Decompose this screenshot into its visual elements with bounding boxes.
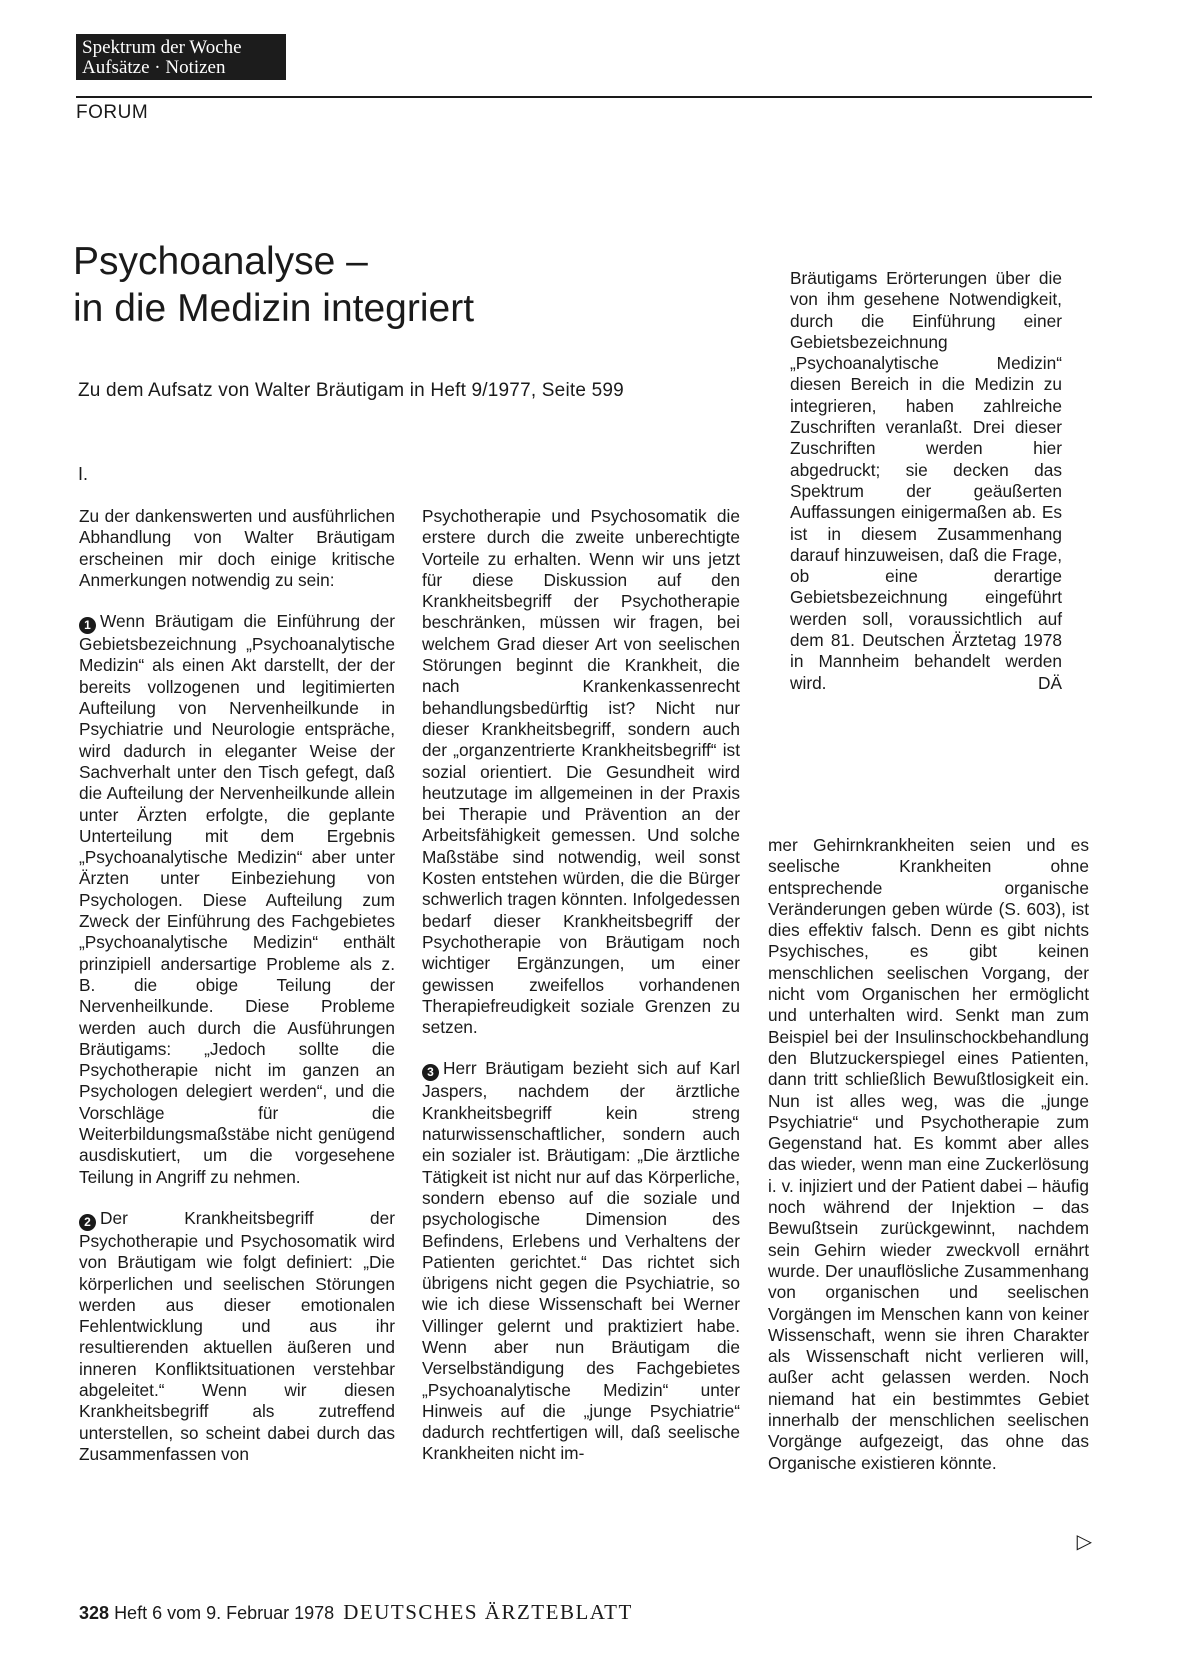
- magazine-name: DEUTSCHES ÄRZTEBLATT: [343, 1600, 633, 1624]
- article-subtitle: Zu dem Aufsatz von Walter Bräutigam in Heft 9/1977, Seite 599: [78, 380, 624, 401]
- point-number-3: 3: [422, 1064, 439, 1081]
- paragraph-intro: Zu der dankenswerten und ausführlichen Abhandlung von Walter Bräutigam erscheinen mir doch einige kritische Anmerkungen notwendig zu sein:: [79, 506, 395, 590]
- article-title-line1: Psychoanalyse –: [73, 240, 368, 283]
- point-number-1: 1: [79, 617, 96, 634]
- point-2-text: Der Krankheitsbegriff der Psychotherapie und Psychosomatik wird von Bräutigam wie folgt definiert: „Die körperlichen und seelischen Störungen werden aus dieser emotionalen Fehlentwicklung und aus ihr resultierenden aktuellen äußeren und inneren Konfliktsituationen verstehbar abgeleitet.“ Wenn wir diesen Krankheitsbegriff als zutreffend unterstellen, so scheint dabei durch das Zusammenfassen von: [79, 1207, 395, 1464]
- article-column-1: [79, 506, 395, 1485]
- editorial-intro-text: Bräutigams Erörterungen über die von ihm gesehene Notwendigkeit, durch die Einführung einer Gebietsbezeichnung „Psychoanalytische Medizin“ diesen Bereich in die Medizin zu integrieren, haben zahlreiche Zuschriften veranlaßt. Drei dieser Zuschriften werden hier abgedruckt; sie decken das Spektrum der geäußerten Auffassungen einigermaßen ab. Es ist in diesem Zusammenhang darauf hinzuweisen, daß die Frage, ob eine derartige Gebietsbezeichnung eingeführt werden soll, voraussichtlich auf dem 81. Deutschen Ärztetag 1978 in Mannheim behandelt werden wird.: [790, 268, 1062, 693]
- header-rule: [76, 96, 1092, 98]
- article-column-3: [768, 835, 1089, 1494]
- section-badge-line2: Aufsätze · Notizen: [82, 57, 226, 78]
- point-number-2: 2: [79, 1214, 96, 1231]
- continue-arrow-icon: ▷: [1076, 1531, 1092, 1553]
- paragraph-point-3: [422, 1058, 740, 1464]
- section-badge: [76, 34, 286, 80]
- issue-info: Heft 6 vom 9. Februar 1978: [114, 1603, 335, 1623]
- editorial-initials: DÄ: [1037, 672, 1062, 693]
- page-footer: [79, 1600, 633, 1625]
- article-column-2: [422, 506, 740, 1485]
- paragraph-point-2: [79, 1208, 395, 1465]
- point-1-text: Wenn Bräutigam die Einführung der Gebietsbezeichnung „Psychoanalytische Medizin“ als einen Akt darstellt, der der bereits vollzogenen und legitimierten Aufteilung von Nervenheilkunde in Psychiatrie und Neurologie entspräche, wird dadurch in eleganter Weise der Sachverhalt unter den Tisch gefegt, daß die Aufteilung der Nervenheilkunde allein unter Ärzten erfolgte, die geplante Unterteilung mit dem Ergebnis „Psychoanalytische Medizin“ aber unter Ärzten unter Einbeziehung von Psychologen. Diese Aufteilung zum Zweck der Einführung des Fachgebietes „Psychoanalytische Medizin“ enthält prinzipiell andersartige Probleme als z. B. die obige Teilung der Nervenheilkunde. Diese Probleme werden auch durch die Ausführungen Bräutigams: „Jedoch sollte die Psychotherapie nicht im ganzen an Psychologen delegiert werden“, und die Vorschläge für die Weiterbildungsmaßstäbe nicht genügend ausdiskutiert, um die vorgesehene Teilung in Angriff zu nehmen.: [79, 611, 395, 1187]
- paragraph-point-2-continued: Psychotherapie und Psychosomatik die erstere durch die zweite unberechtigte Vorteile zu erhalten. Wenn wir uns jetzt für diese Diskussion auf den Krankheitsbegriff der Psychotherapie beschränken, müssen wir fragen, bei welchem Grad dieser Art von seelischen Störungen beginnt die Krankheit, die nach Krankenkassenrecht behandlungsbedürftig ist? Nicht nur dieser Krankheitsbegriff, sondern auch der „organzentrierte Krankheitsbegriff“ ist sozial orientiert. Die Gesundheit wird heutzutage im allgemeinen in der Praxis bei Therapie und Prävention an der Arbeitsfähigkeit gemessen. Und solche Maßstäbe sind notwendig, weil sonst Kosten entstehen würden, die die Bürger schwerlich tragen könnten. Infolgedessen bedarf dieser Krankheitsbegriff der Psychotherapie von Bräutigam noch wichtiger Ergänzungen, um einer gewissen zweifellos vorhandenen Therapiefreudigkeit soziale Grenzen zu setzen.: [422, 506, 740, 1038]
- article-title: [73, 238, 474, 332]
- editorial-intro: [790, 268, 1062, 694]
- section-numeral: I.: [78, 464, 89, 484]
- section-badge-line1: Spektrum der Woche: [82, 37, 242, 58]
- article-title-line2: in die Medizin integriert: [73, 287, 475, 330]
- point-3-text: Herr Bräutigam bezieht sich auf Karl Jaspers, nachdem der ärztliche Krankheitsbegriff kein streng naturwissenschaftlicher, sondern auch ein sozialer ist. Bräutigam: „Die ärztliche Tätigkeit ist nicht nur auf das Körperliche, sondern ebenso auf die soziale und psychologische Dimension des Befindens, Erlebens und Verhaltens der Patienten gerichtet.“ Das richtet sich übrigens nicht gegen die Psychiatrie, so wie ich diese Wissenschaft bei Werner Villinger gelernt und praktiziert habe. Wenn aber nun Bräutigam die Verselbständigung des Fachgebietes „Psychoanalytische Medizin“ unter Hinweis auf die „junge Psychiatrie“ dadurch rechtfertigen will, daß seelische Krankheiten nicht im-: [422, 1058, 740, 1464]
- page-number: 328: [79, 1603, 110, 1623]
- paragraph-point-1: [79, 611, 395, 1188]
- paragraph-point-3-continued: mer Gehirnkrankheiten seien und es seelische Krankheiten ohne entsprechende organische Veränderungen geben würde (S. 603), ist dies effektiv falsch. Denn es gibt nichts Psychisches, es gibt keinen menschlichen seelischen Vorgang, der nicht vom Organischen her ermöglicht und unterhalten wird. Senkt man zum Beispiel bei der Insulinschockbehandlung den Blutzuckerspiegel eines Patienten, dann tritt schließlich Bewußtlosigkeit ein. Nun ist alles weg, was die „junge Psychiatrie“ und Psychotherapie zum Gegenstand hat. Es kommt aber alles das wieder, wenn man eine Zuckerlösung i. v. injiziert und der Patient dabei – häufig noch während der Injektion – das Bewußtsein zurückgewinnt, nachdem sein Gehirn wieder zweckvoll ernährt wurde. Der unauflösliche Zusammenhang von organischen und seelischen Vorgängen im Menschen kann von keiner Wissenschaft, wenn sie ihren Charakter als Wissenschaft nicht verlieren will, außer acht gelassen werden. Noch niemand hat ein bestimmtes Gebiet innerhalb der menschlichen seelischen Vorgänge aufgezeigt, das ohne das Organische existieren könnte.: [768, 835, 1089, 1473]
- category-label: FORUM: [76, 102, 149, 123]
